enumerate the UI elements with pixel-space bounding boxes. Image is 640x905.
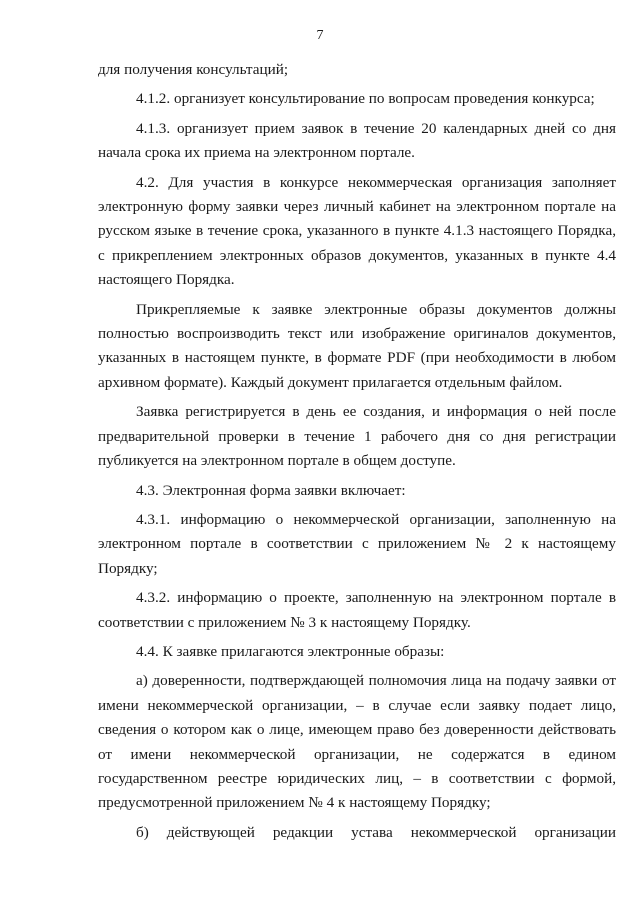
paragraph: 4.3. Электронная форма заявки включает: [136, 481, 406, 499]
paragraph: для получения консультаций; [98, 61, 289, 78]
page-number: 7 [316, 28, 324, 43]
document-body [98, 58, 616, 850]
paragraph: 4.4. К заявке прилагаются электронные образы: [136, 642, 445, 660]
paragraph: 4.3.2. информацию о проекте, заполненную на электронном портале в соответствии с приложением № 3 к настоящему Порядку. [98, 589, 616, 631]
paragraph: 4.1.3. организует прием заявок в течение 20 календарных дней со дня начала срока их приема на электронном портале. [98, 119, 616, 162]
paragraph: б) действующей редакции устава некоммерческой организации [136, 823, 616, 841]
paragraph: 4.3.1. информацию о некоммерческой организации, заполненную на электронном портале в соответствии с приложением № 2 к настоящему Порядку; [98, 510, 616, 577]
paragraph: Прикрепляемые к заявке электронные образы документов должны полностью воспроизводить текст или изображение оригиналов документов, указанных в настоящем пункте, в формате PDF (при необходимости в любом архивном формате). Каждый документ прилагается отдельным файлом. [98, 300, 616, 391]
paragraph: 4.1.2. организует консультирование по вопросам проведения конкурса; [136, 90, 595, 108]
paragraph: Заявка регистрируется в день ее создания, и информация о ней после предварительной проверки в течение 1 рабочего дня со дня регистрации публикуется на электронном портале в общем доступе. [98, 403, 616, 470]
paragraph: а) доверенности, подтверждающей полномочия лица на подачу заявки от имени некоммерческой организации, – в случае если заявку подает лицо, сведения о котором как о лице, имеющем право без доверенности действовать от имени некоммерческой организации, не содержатся в едином государственном реестре юридических лиц, – в соответствии с формой, предусмотренной приложением № 4 к настоящему Порядку; [98, 672, 616, 812]
paragraph: 4.2. Для участия в конкурсе некоммерческая организация заполняет электронную форму заявки через личный кабинет на электронном портале на русском языке в течение срока, указанного в пункте 4.1.3 настоящего Порядка, с прикреплением электронных образов документов, указанных в пункте 4.4 настоящего Порядка. [98, 173, 616, 289]
